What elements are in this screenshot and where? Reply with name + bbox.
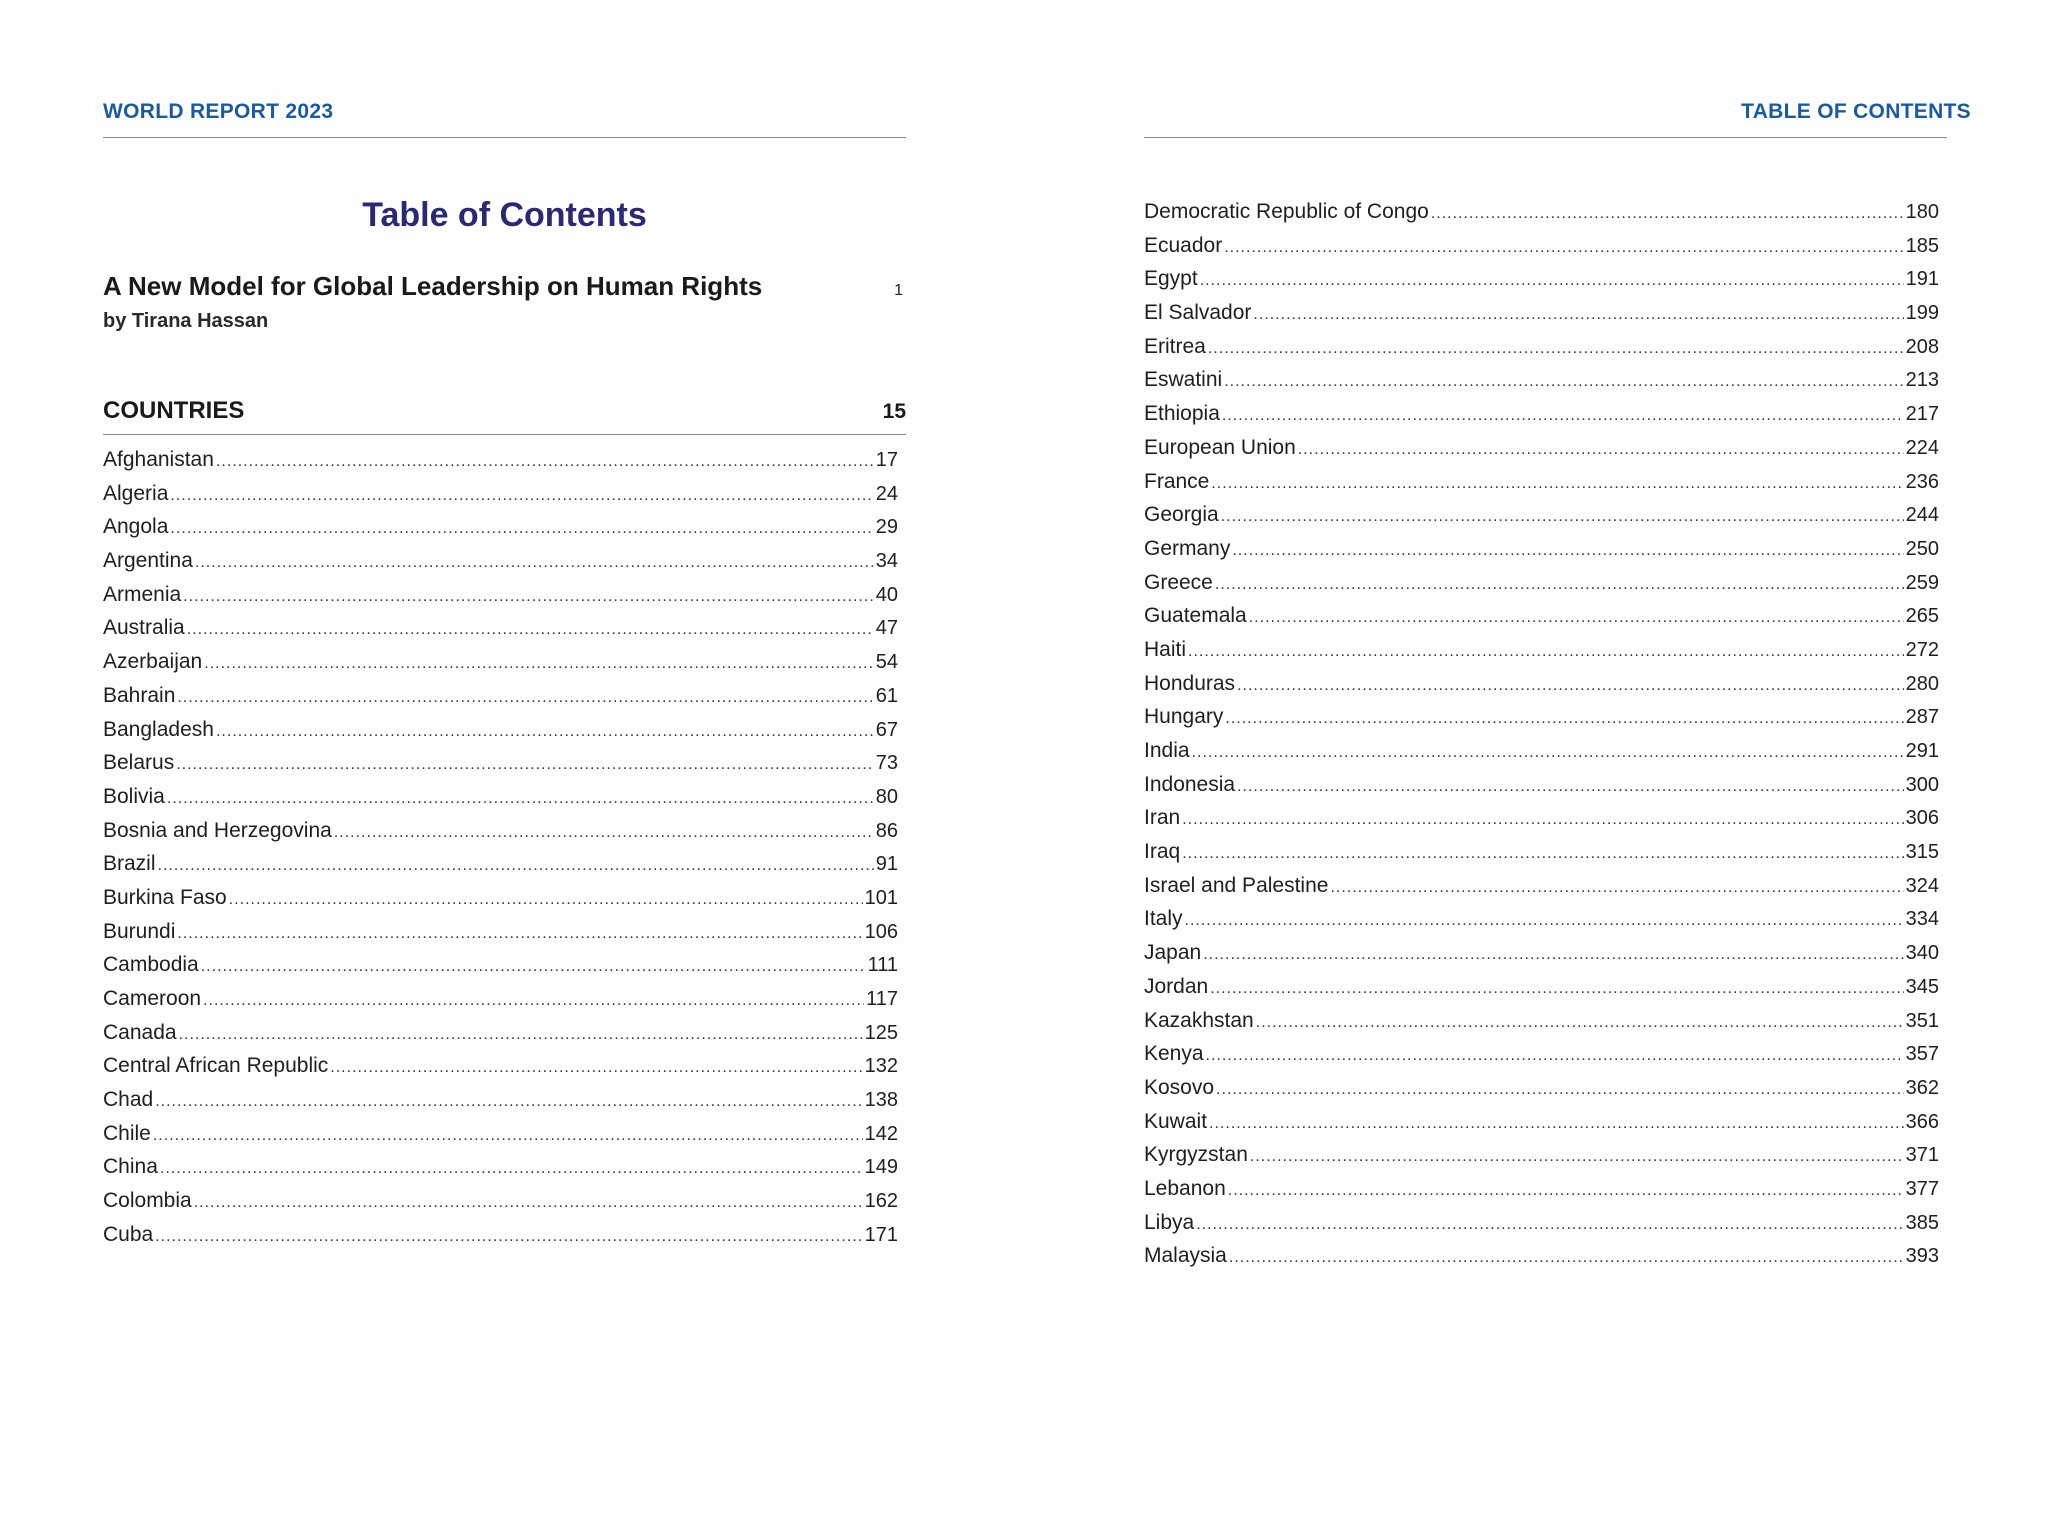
toc-entry-page-number: 351 [1905,1009,1939,1032]
toc-entry-page-number: 125 [864,1021,898,1044]
toc-entry-page-number: 287 [1905,706,1939,729]
toc-entry-name: Jordan [1144,974,1209,998]
dot-leader [216,723,874,741]
dot-leader [195,554,874,572]
dot-leader [1228,1182,1904,1200]
toc-entry[interactable] [1144,840,1939,874]
dot-leader [1210,980,1903,998]
toc-entry-name: Bosnia and Herzegovina [103,818,332,842]
toc-entry[interactable] [103,751,898,785]
toc-entry-name: Japan [1144,941,1202,965]
dot-leader [1232,542,1903,560]
toc-entry[interactable] [1144,1076,1939,1110]
dot-leader [1185,912,1904,930]
toc-entry[interactable] [103,920,898,954]
toc-entry[interactable] [103,1054,898,1088]
dot-leader [1237,677,1904,695]
toc-entry-name: Democratic Republic of Congo [1144,200,1429,223]
section-heading-countries[interactable]: COUNTRIES [103,397,245,424]
dot-leader [1222,407,1904,425]
toc-entry-name: India [1144,739,1190,762]
toc-entry-name: Algeria [103,481,169,505]
toc-entry-page-number: 362 [1905,1076,1939,1099]
dot-leader [1216,1081,1904,1099]
dot-leader [1221,508,1904,526]
toc-entry[interactable] [103,987,898,1021]
toc-entry[interactable] [1144,1244,1939,1278]
toc-entry[interactable] [1144,436,1939,470]
toc-entry[interactable] [103,718,898,752]
toc-entry-page-number: 17 [875,449,898,471]
dot-leader [203,992,864,1010]
dot-leader [1229,1249,1904,1267]
toc-entry[interactable] [1144,874,1939,908]
header-rule-left [103,137,906,138]
toc-entry[interactable] [1144,368,1939,402]
toc-entry-page-number: 61 [875,684,898,707]
toc-entry-page-number: 224 [1905,436,1939,459]
toc-entry[interactable] [1144,1143,1939,1177]
toc-entry[interactable] [1144,1211,1939,1245]
toc-entry[interactable] [1144,604,1939,638]
toc-entry-name: Kyrgyzstan [1144,1143,1248,1167]
toc-entry-name: Colombia [103,1189,192,1213]
toc-entry-page-number: 306 [1905,807,1939,830]
toc-entry-page-number: 67 [875,718,898,741]
toc-entry-page-number: 357 [1905,1043,1939,1066]
toc-entry[interactable] [1144,1009,1939,1043]
toc-entry-page-number: 138 [864,1089,898,1112]
essay-author: by Tirana Hassan [103,310,269,332]
essay-title[interactable]: A New Model for Global Leadership on Human Rights [103,271,763,301]
toc-entry-page-number: 371 [1905,1144,1939,1167]
toc-entry-name: Australia [103,616,185,640]
toc-entry-page-number: 385 [1905,1211,1939,1234]
toc-entry[interactable] [1144,672,1939,706]
dot-leader [160,1160,863,1178]
toc-entry-page-number: 244 [1905,504,1939,527]
toc-entry[interactable] [1144,1110,1939,1144]
toc-entry-name: Eswatini [1144,368,1223,392]
toc-entry-name: Bahrain [103,683,176,707]
dot-leader [1203,946,1903,964]
toc-entry-name: Burundi [103,919,176,943]
toc-entry-page-number: 377 [1905,1177,1939,1200]
toc-entry[interactable] [1144,806,1939,840]
toc-entry-page-number: 366 [1905,1110,1939,1133]
toc-list-right [1144,200,1939,1278]
toc-entry-page-number: 185 [1905,234,1939,257]
toc-entry-page-number: 199 [1905,302,1939,325]
dot-leader [177,925,862,943]
dot-leader [1209,1115,1904,1133]
toc-entry-name: Malaysia [1144,1244,1227,1268]
toc-entry[interactable] [103,549,898,583]
toc-entry[interactable] [103,684,898,718]
toc-entry-name: Egypt [1144,267,1198,291]
toc-entry-name: Kazakhstan [1144,1008,1254,1032]
dot-leader [1256,1014,1904,1032]
toc-entry-page-number: 334 [1905,908,1939,931]
toc-entry[interactable] [103,1021,898,1055]
toc-entry[interactable] [103,515,898,549]
dot-leader [1431,205,1904,223]
toc-entry-page-number: 24 [875,482,898,505]
toc-entry-page-number: 149 [864,1156,898,1179]
toc-entry-page-number: 40 [875,583,898,606]
toc-entry[interactable] [1144,739,1939,773]
toc-entry-name: Cuba [103,1222,154,1246]
toc-entry-name: Bangladesh [103,717,214,741]
dot-leader [201,958,866,976]
dot-leader [155,1093,862,1111]
toc-entry[interactable] [103,482,898,516]
toc-entry-name: Cambodia [103,953,199,977]
toc-entry-page-number: 250 [1905,537,1939,560]
toc-entry[interactable] [1144,907,1939,941]
dot-leader [216,453,874,471]
dot-leader [167,790,874,808]
toc-entry-name: Ecuador [1144,233,1223,257]
toc-entry-page-number: 345 [1905,975,1939,998]
dot-leader [1182,845,1903,863]
toc-entry-page-number: 217 [1905,403,1939,426]
toc-entry-name: Cameroon [103,987,202,1010]
toc-entry[interactable] [1144,571,1939,605]
toc-entry[interactable] [103,448,898,482]
dot-leader [204,655,874,673]
toc-entry-page-number: 180 [1905,201,1939,223]
toc-entry-name: Eritrea [1144,334,1206,358]
toc-entry[interactable] [1144,301,1939,335]
dot-leader [1182,811,1903,829]
toc-entry[interactable] [103,886,898,920]
toc-entry-page-number: 142 [864,1122,898,1145]
toc-entry-page-number: 208 [1905,335,1939,358]
dot-leader [179,1026,863,1044]
toc-entry-page-number: 393 [1905,1245,1939,1268]
toc-entry-page-number: 80 [875,785,898,808]
toc-entry[interactable] [103,852,898,886]
toc-entry-name: Hungary [1144,705,1224,729]
page-title: Table of Contents [362,196,647,234]
toc-entry[interactable] [1144,267,1939,301]
dot-leader [183,588,874,606]
toc-entry[interactable] [103,583,898,617]
dot-leader [1250,1148,1904,1166]
dot-leader [1196,1216,1903,1234]
toc-entry-name: Armenia [103,582,182,606]
toc-entry[interactable] [103,819,898,853]
toc-entry-page-number: 171 [864,1223,898,1246]
toc-entry-name: Kuwait [1144,1109,1208,1133]
dot-leader [170,520,873,538]
section-rule [103,434,906,435]
toc-entry[interactable] [1144,537,1939,571]
toc-entry-name: Argentina [103,549,193,573]
dot-leader [187,621,874,639]
toc-entry-name: Bolivia [103,784,165,808]
toc-entry-name: Brazil [103,852,156,876]
header-rule-right [1144,137,1947,138]
toc-entry-page-number: 86 [875,819,898,842]
toc-entry-page-number: 54 [875,651,898,674]
toc-entry-page-number: 111 [867,954,898,977]
toc-entry[interactable] [1144,773,1939,807]
toc-entry[interactable] [1144,941,1939,975]
dot-leader [177,689,873,707]
toc-entry-page-number: 324 [1905,874,1939,897]
toc-entry-page-number: 265 [1905,605,1939,628]
dot-leader [176,756,874,774]
toc-entry-page-number: 73 [875,752,898,775]
toc-entry[interactable] [103,1155,898,1189]
toc-entry-name: El Salvador [1144,301,1252,325]
toc-entry-name: European Union [1144,435,1296,459]
toc-entry-name: Israel and Palestine [1144,873,1329,897]
toc-entry-name: France [1144,469,1210,493]
toc-entry-page-number: 291 [1905,740,1939,762]
dot-leader [170,487,873,505]
toc-entry-name: Guatemala [1144,604,1247,628]
toc-entry-name: Georgia [1144,503,1219,527]
dot-leader [1206,1047,1904,1065]
toc-entry[interactable] [1144,1042,1939,1076]
toc-list-left [103,448,898,1257]
toc-entry-page-number: 300 [1905,773,1939,796]
dot-leader [1298,441,1904,459]
toc-entry-name: Chad [103,1088,154,1112]
dot-leader [1253,306,1903,324]
dot-leader [229,891,863,909]
toc-entry[interactable] [103,1223,898,1257]
toc-entry-page-number: 117 [866,988,898,1010]
dot-leader [1211,475,1903,493]
toc-entry[interactable] [1144,402,1939,436]
toc-entry[interactable] [1144,503,1939,537]
toc-entry[interactable] [103,785,898,819]
toc-entry-page-number: 91 [875,853,898,876]
dot-leader [1200,272,1904,290]
toc-entry[interactable] [1144,638,1939,672]
toc-entry[interactable] [103,1122,898,1156]
toc-entry-name: Ethiopia [1144,402,1220,426]
toc-entry-name: Angola [103,515,169,539]
dot-leader [1208,340,1904,358]
toc-entry-name: Burkina Faso [103,885,227,909]
toc-entry[interactable] [103,953,898,987]
toc-entry[interactable] [103,650,898,684]
toc-entry[interactable] [103,616,898,650]
dot-leader [1249,609,1904,627]
toc-entry-page-number: 340 [1905,942,1939,965]
toc-entry-page-number: 280 [1905,672,1939,695]
running-head-right: TABLE OF CONTENTS [1741,100,1971,123]
dot-leader [194,1194,863,1212]
dot-leader [1192,744,1904,762]
toc-entry-page-number: 132 [864,1055,898,1078]
toc-entry-name: Honduras [1144,671,1236,695]
toc-entry-page-number: 106 [864,920,898,943]
dot-leader [1330,879,1903,897]
toc-entry-name: Belarus [103,751,175,775]
dot-leader [1237,778,1904,796]
toc-entry-name: Iran [1144,806,1181,830]
dot-leader [155,1228,862,1246]
dot-leader [330,1059,862,1077]
toc-entry-name: Indonesia [1144,772,1236,796]
toc-entry[interactable] [1144,1177,1939,1211]
toc-entry-name: China [103,1155,158,1179]
dot-leader [1188,643,1904,661]
right-page [1024,0,2048,1536]
toc-entry-name: Chile [103,1121,151,1145]
dot-leader [158,857,874,875]
dot-leader [1224,239,1903,257]
toc-entry-page-number: 34 [875,550,898,573]
toc-entry-name: Kenya [1144,1042,1204,1066]
toc-entry-page-number: 47 [875,617,898,640]
dot-leader [1215,576,1904,594]
essay-page-number: 1 [894,282,903,299]
toc-entry-name: Iraq [1144,840,1181,864]
toc-entry-name: Libya [1144,1210,1195,1234]
toc-entry-name: Greece [1144,570,1213,594]
toc-entry[interactable] [1144,975,1939,1009]
toc-entry-page-number: 29 [875,516,898,539]
dot-leader [1224,373,1903,391]
toc-entry-name: Kosovo [1144,1075,1215,1099]
toc-entry-page-number: 259 [1905,571,1939,594]
toc-entry[interactable] [1144,705,1939,739]
toc-entry-page-number: 191 [1905,268,1939,291]
toc-entry-name: Italy [1144,907,1183,931]
toc-entry-name: Azerbaijan [103,650,203,674]
toc-entry-name: Canada [103,1020,177,1044]
toc-entry-page-number: 272 [1905,638,1939,661]
dot-leader [1225,710,1903,728]
toc-entry-page-number: 315 [1905,841,1939,864]
section-page-number: 15 [882,400,906,423]
toc-entry-name: Afghanistan [103,448,214,471]
toc-entry-page-number: 162 [864,1190,898,1213]
toc-entry[interactable] [1144,335,1939,369]
toc-entry[interactable] [1144,234,1939,268]
toc-entry-page-number: 236 [1905,470,1939,493]
toc-entry[interactable] [1144,470,1939,504]
dot-leader [334,824,874,842]
toc-entry-name: Haiti [1144,637,1187,661]
toc-entry-page-number: 213 [1905,369,1939,392]
toc-entry[interactable] [103,1189,898,1223]
toc-entry-page-number: 101 [864,886,898,909]
toc-entry-name: Lebanon [1144,1176,1226,1200]
toc-entry-name: Germany [1144,536,1231,560]
toc-entry[interactable] [103,1088,898,1122]
dot-leader [153,1127,863,1145]
toc-entry[interactable] [1144,200,1939,234]
running-head-left: WORLD REPORT 2023 [103,100,334,123]
toc-entry-name: Central African Republic [103,1054,329,1078]
